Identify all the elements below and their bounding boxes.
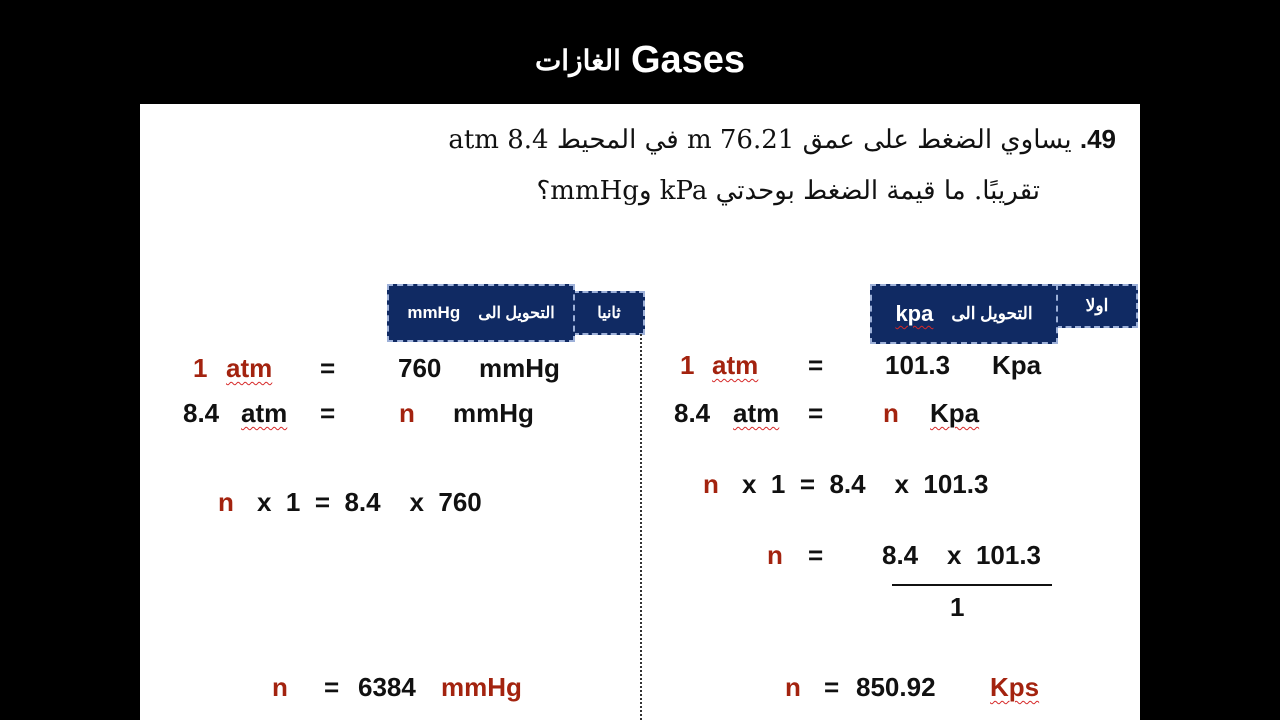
left-eq1-rhs-num: 760 [398,353,442,383]
left-convert-label: التحويل الى [478,305,555,322]
right-eq4-denominator: 1 [950,592,965,622]
right-eq2-equals: = [808,398,824,428]
left-step-box [573,291,645,335]
right-step-label: اولا [1085,296,1109,315]
right-eq3-rest: x 1 = 8.4 x 101.3 [742,469,989,499]
right-result-unit: Kps [990,672,1040,702]
right-result-equals: = [824,672,840,702]
right-eq1-equals: = [808,350,824,380]
left-eq1-lhs-unit: atm [226,353,273,383]
fraction-bar [892,584,1052,586]
right-convert-box [870,284,1058,344]
question-line-1-text: يساوي الضغط على عمق 76.21 m في المحيط 8.4 atm [448,125,1072,155]
right-eq2-lhs-unit: atm [733,398,780,428]
section-divider [640,334,642,720]
question-line-2: تقريبًا. ما قيمة الضغط بوحدتي kPa وmmHg؟ [536,176,1040,206]
right-result-var: n [785,672,801,702]
left-eq2-lhs-unit: atm [241,398,288,428]
left-eq1-lhs-num: 1 [193,353,208,383]
left-eq3-var: n [218,487,234,517]
left-result-value: 6384 [358,672,416,702]
left-convert-box [387,284,575,342]
slide [140,16,1140,720]
left-eq3-rest: x 1 = 8.4 x 760 [257,487,482,517]
left-unit-label: mmHg [407,303,461,322]
right-eq1-rhs-num: 101.3 [885,350,951,380]
left-eq1-equals: = [320,353,336,383]
left-eq2-equals: = [320,398,336,428]
right-eq4-numerator: 8.4 x 101.3 [882,540,1042,570]
left-result-equals: = [324,672,340,702]
left-step-label: ثانيا [597,305,621,322]
right-eq2-var: n [883,398,899,428]
right-eq4-var: n [767,540,783,570]
right-eq1-rhs-unit: Kpa [992,350,1042,380]
left-result-var: n [272,672,288,702]
left-result-unit: mmHg [441,672,522,702]
right-eq4-equals: = [808,540,824,570]
left-eq2-lhs-num: 8.4 [183,398,220,428]
right-eq1-lhs-unit: atm [712,350,759,380]
right-convert-label: التحويل الى [951,304,1033,323]
right-step-box [1056,284,1138,328]
question-number: 49. [1079,124,1116,154]
title-arabic: الغازات [534,44,621,76]
title-english: Gases [630,38,746,81]
right-result-value: 850.92 [856,672,936,702]
right-eq1-lhs-num: 1 [680,350,695,380]
right-eq3-var: n [703,469,719,499]
right-eq2-unit: Kpa [930,398,980,428]
left-eq2-unit: mmHg [453,398,534,428]
title-banner [140,16,1140,104]
question-line-1 [448,124,1116,155]
right-unit-label: kpa [895,301,934,326]
left-eq1-rhs-unit: mmHg [479,353,560,383]
right-eq2-lhs-num: 8.4 [674,398,711,428]
left-eq2-var: n [399,398,415,428]
